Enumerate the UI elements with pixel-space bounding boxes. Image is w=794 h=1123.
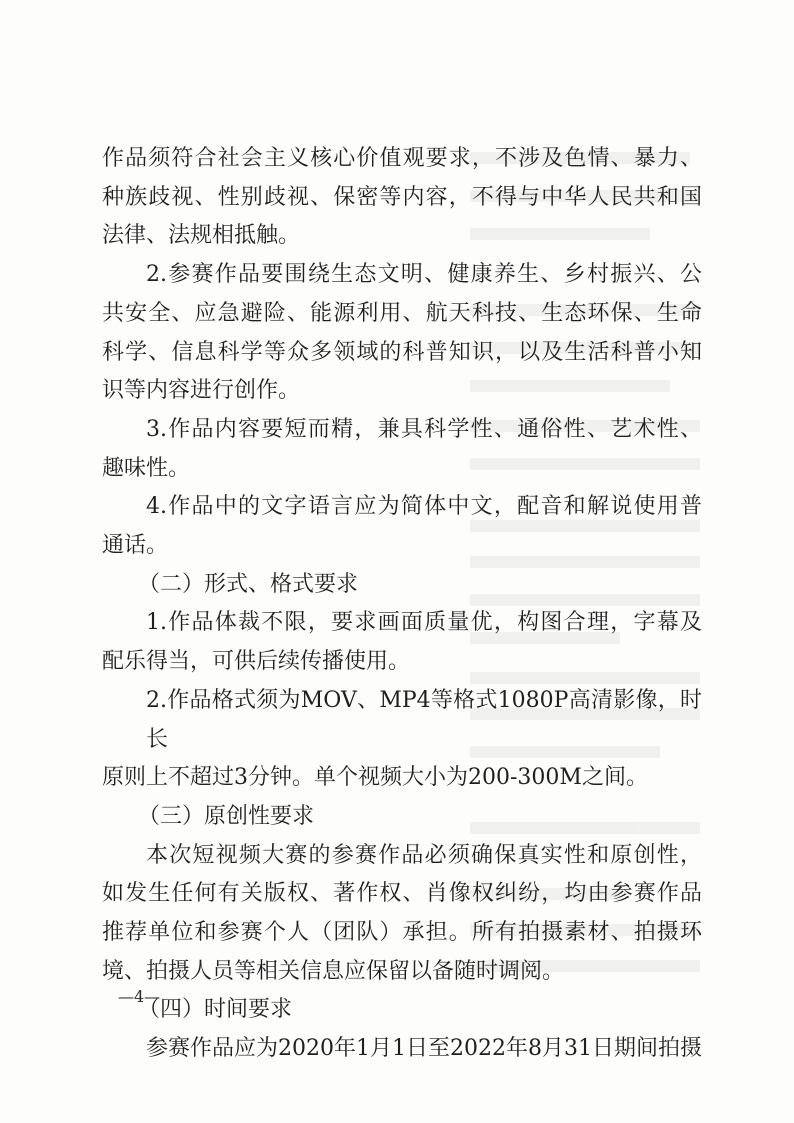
paragraph-line: 识等内容进行创作。 <box>102 378 301 404</box>
paragraph-line: 3.作品内容要短而精，兼具科学性、通俗性、艺术性、 <box>146 416 702 442</box>
paragraph-line: 2.参赛作品要围绕生态文明、健康养生、乡村振兴、公 <box>146 262 702 288</box>
paragraph-line: 4.作品中的文字语言应为简体中文，配音和解说使用普 <box>146 494 702 520</box>
paragraph-line: 参赛作品应为2020年1月1日至2022年8月31日期间拍摄 <box>146 1036 702 1062</box>
paragraph-line: 通话。 <box>102 533 169 559</box>
paragraph-line: 趣味性。 <box>102 455 191 481</box>
page-number: —4— <box>118 987 161 1006</box>
paragraph-line: 境、拍摄人员等相关信息应保留以备随时调阅。 <box>102 958 565 984</box>
paragraph-line: 作品须符合社会主义核心价值观要求，不涉及色情、暴力、 <box>102 146 702 171</box>
paragraph-line: 法律、法规相抵触。 <box>102 223 301 249</box>
paragraph-line: 共安全、应急避险、能源利用、航天科技、生态环保、生命 <box>102 300 702 326</box>
section-heading: （三）原创性要求 <box>138 803 315 829</box>
paragraph-line: 种族歧视、性别歧视、保密等内容，不得与中华人民共和国 <box>102 184 702 210</box>
paragraph-line: 1.作品体裁不限，要求画面质量优，构图合理，字幕及 <box>146 610 702 636</box>
section-heading: （二）形式、格式要求 <box>138 571 359 597</box>
paragraph-line: 本次短视频大赛的参赛作品必须确保真实性和原创性， <box>146 842 702 868</box>
section-heading: （四）时间要求 <box>138 997 293 1023</box>
paragraph-line: 2.作品格式须为MOV、MP4等格式1080P高清影像，时长 <box>146 687 702 752</box>
paragraph-line: 原则上不超过3分钟。单个视频大小为200-300M之间。 <box>102 765 648 791</box>
paragraph-line: 配乐得当，可供后续传播使用。 <box>102 649 411 675</box>
paragraph-line: 科学、信息科学等众多领域的科普知识，以及生活科普小知 <box>102 339 702 365</box>
document-body <box>102 140 702 1069</box>
paragraph-line: 如发生任何有关版权、著作权、肖像权纠纷，均由参赛作品 <box>102 881 702 907</box>
paragraph-line: 推荐单位和参赛个人（团队）承担。所有拍摄素材、拍摄环 <box>102 920 702 946</box>
